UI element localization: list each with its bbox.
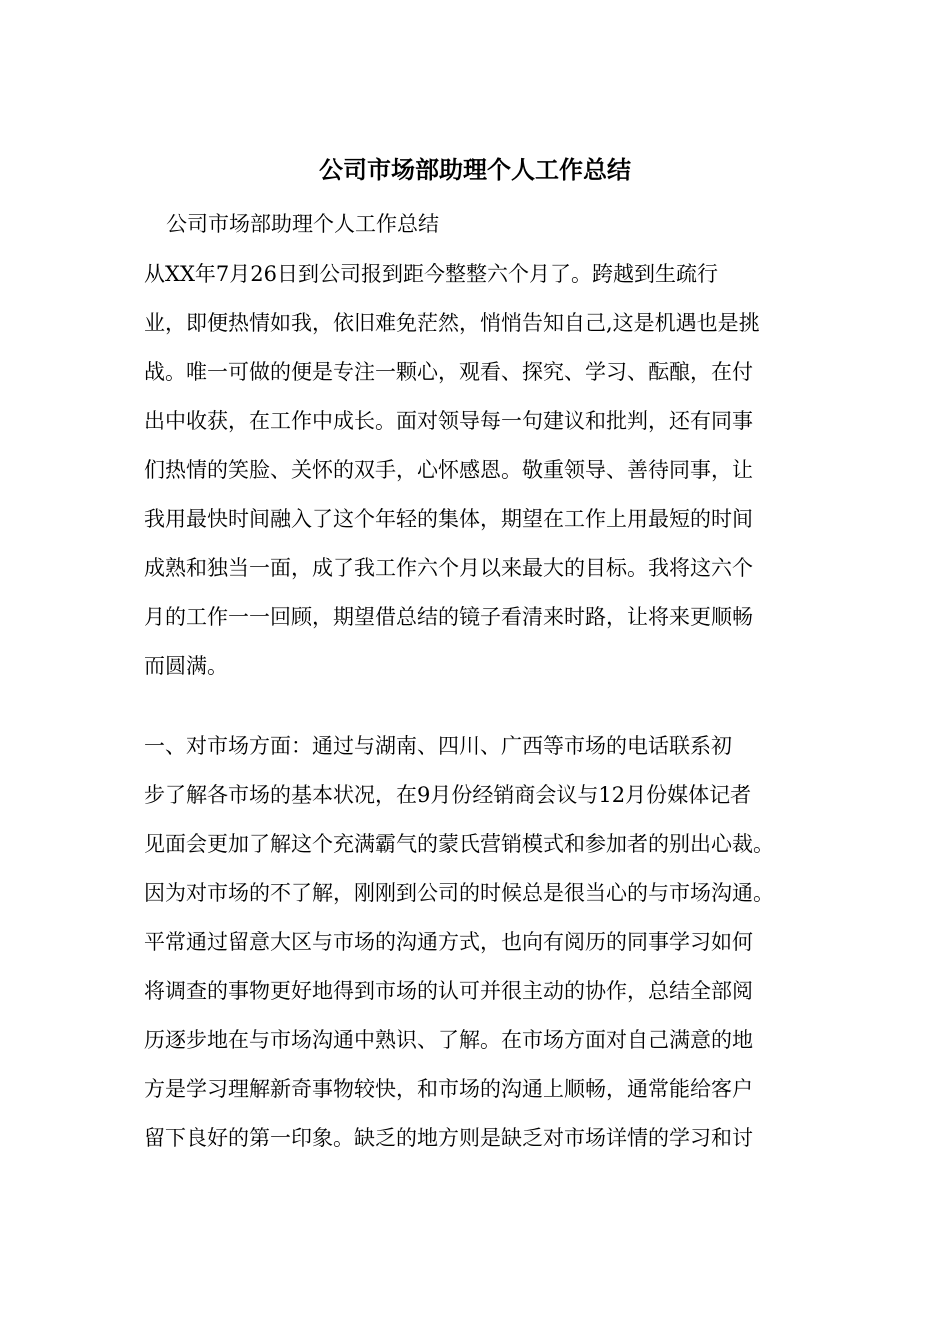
paragraph-line: 业，即便热情如我，依旧难免茫然，悄悄告知自己,这是机遇也是挑 (144, 311, 760, 335)
paragraph-line: 我用最快时间融入了这个年轻的集体，期望在工作上用最短的时间 (144, 507, 753, 531)
paragraph-intro (144, 250, 760, 691)
document-title: 公司市场部助理个人工作总结 (319, 155, 631, 184)
paragraph-line: 历逐步地在与市场沟通中熟识、了解。在市场方面对自己满意的地 (144, 1028, 753, 1052)
paragraph-line: 因为对市场的不了解，刚刚到公司的时候总是很当心的与市场沟通。 (144, 881, 774, 905)
paragraph-line: 们热情的笑脸、关怀的双手，心怀感恩。敬重领导、善待同事，让 (144, 458, 753, 482)
paragraph-line: 而圆满。 (144, 654, 228, 678)
paragraph-line: 成熟和独当一面，成了我工作六个月以来最大的目标。我将这六个 (144, 556, 753, 580)
paragraph-line: 月的工作一一回顾，期望借总结的镜子看清来时路，让将来更顺畅 (144, 605, 753, 629)
paragraph-line: 从XX年7月26日到公司报到距今整整六个月了。跨越到生疏行 (144, 262, 718, 286)
paragraph-line: 留下良好的第一印象。缺乏的地方则是缺乏对市场详情的学习和讨 (144, 1126, 753, 1150)
paragraph-line: 平常通过留意大区与市场的沟通方式，也向有阅历的同事学习如何 (144, 930, 753, 954)
paragraph-line: 步了解各市场的基本状况，在9月份经销商会议与12月份媒体记者 (144, 783, 752, 807)
paragraph-line: 见面会更加了解这个充满霸气的蒙氏营销模式和参加者的别出心裁。 (144, 832, 774, 856)
paragraph-line: 一、对市场方面：通过与湖南、四川、广西等市场的电话联系初 (144, 734, 732, 758)
paragraph-market (144, 722, 774, 1163)
paragraph-line: 出中收获，在工作中成长。面对领导每一句建议和批判，还有同事 (144, 409, 753, 433)
paragraph-line: 战。唯一可做的便是专注一颗心，观看、探究、学习、酝酿，在付 (144, 360, 753, 384)
paragraph-line: 方是学习理解新奇事物较快，和市场的沟通上顺畅，通常能给客户 (144, 1077, 753, 1101)
paragraph-line: 将调查的事物更好地得到市场的认可并很主动的协作，总结全部阅 (144, 979, 753, 1003)
document-subtitle: 公司市场部助理个人工作总结 (166, 212, 439, 236)
